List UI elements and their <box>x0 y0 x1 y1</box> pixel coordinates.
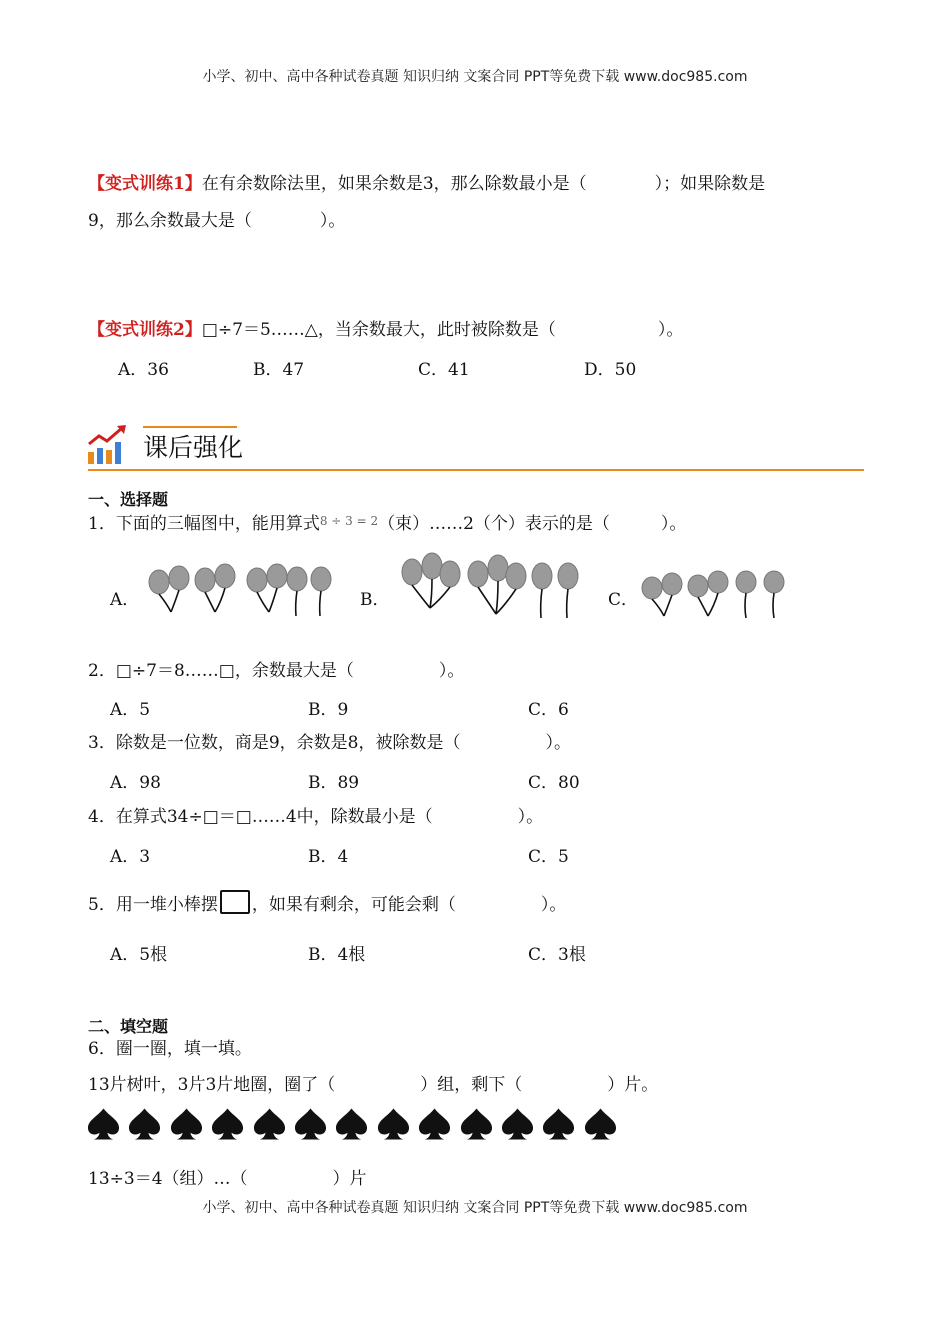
q4-option-a: A．3 <box>110 847 151 867</box>
q1-text <box>88 510 686 535</box>
balloons-picture-c <box>640 566 790 622</box>
spade-leaf-icon <box>169 1106 204 1142</box>
spade-leaf-icon <box>210 1106 245 1142</box>
spade-leaf-icon <box>500 1106 535 1142</box>
variant2-option-b: B．47 <box>253 360 305 380</box>
q1-post: （束）……2（个）表示的是（ ）。 <box>378 514 687 534</box>
q1-label-a: A． <box>110 590 140 610</box>
q2-option-a: A．5 <box>110 700 151 720</box>
variant1-line1 <box>88 173 765 195</box>
spade-leaf-icon <box>376 1106 411 1142</box>
spade-leaf-icon <box>252 1106 287 1142</box>
spade-leaf-icon <box>459 1106 494 1142</box>
variant1-line2: 9，那么余数最大是（ ）。 <box>88 211 346 231</box>
part1-heading: 一、选择题 <box>88 490 169 509</box>
q3-text: 3．除数是一位数，商是9，余数是8，被除数是（ ）。 <box>88 733 571 753</box>
q2-option-b: B．9 <box>308 700 349 720</box>
q2-option-c: C．6 <box>528 700 569 720</box>
balloons-picture-b <box>398 552 588 622</box>
spade-leaf-icon <box>293 1106 328 1142</box>
q1-label-c: C． <box>608 590 639 610</box>
balloons-picture-a <box>145 560 340 620</box>
q4-option-b: B．4 <box>308 847 349 867</box>
q1-pre: 1．下面的三幅图中，能用算式 <box>88 514 320 534</box>
q2-text: 2．□÷7＝8……□，余数最大是（ ）。 <box>88 661 465 681</box>
variant1-tag: 【变式训练1】 <box>88 174 202 194</box>
variant1-text: 在有余数除法里，如果余数是3，那么除数最小是（ ）；如果除数是 <box>201 174 766 194</box>
section-title: 课后强化 <box>143 433 244 462</box>
q3-option-a: A．98 <box>110 773 161 793</box>
q5-option-c: C．3根 <box>528 945 586 965</box>
q6-text: 13片树叶，3片3片地圈，圈了（ ）组，剩下（ ）片。 <box>88 1075 659 1095</box>
spade-leaf-icon <box>86 1106 121 1142</box>
q4-option-c: C．5 <box>528 847 569 867</box>
spade-leaf-icon <box>127 1106 162 1142</box>
q1-equation: 8 ÷ 3 = 2 <box>319 514 379 528</box>
spade-leaf-icon <box>334 1106 369 1142</box>
variant2-text: □÷7＝5……△，当余数最大，此时被除数是（ ）。 <box>201 320 684 340</box>
variant2-option-d: D．50 <box>584 360 637 380</box>
variant2-question <box>88 319 683 341</box>
variant2-option-c: C．41 <box>418 360 470 380</box>
q5-pre: 5．用一堆小棒摆 <box>88 895 218 915</box>
q3-option-c: C．80 <box>528 773 580 793</box>
leaves-row <box>86 1106 646 1144</box>
part2-heading: 二、填空题 <box>88 1017 169 1036</box>
q4-text: 4．在算式34÷□＝□……4中，除数最小是（ ）。 <box>88 807 544 827</box>
section-rule <box>88 469 864 471</box>
growth-chart-icon <box>86 424 130 466</box>
q5-text <box>88 890 566 916</box>
variant2-tag: 【变式训练2】 <box>88 320 202 340</box>
spade-leaf-icon <box>583 1106 618 1142</box>
q5-option-b: B．4根 <box>308 945 366 965</box>
q3-option-b: B．89 <box>308 773 360 793</box>
q6-title: 6．圈一圈，填一填。 <box>88 1039 252 1059</box>
page-footer: 小学、初中、高中各种试卷真题 知识归纳 文案合同 PPT等免费下载 www.doc985.com <box>202 1200 748 1216</box>
page-header: 小学、初中、高中各种试卷真题 知识归纳 文案合同 PPT等免费下载 www.doc985.com <box>202 69 748 85</box>
q5-option-a: A．5根 <box>110 945 168 965</box>
variant2-option-a: A．36 <box>118 360 169 380</box>
q5-post: ，如果有剩余，可能会剩（ ）。 <box>251 895 567 915</box>
q1-label-b: B． <box>360 590 390 610</box>
spade-leaf-icon <box>541 1106 576 1142</box>
stick-square-shape <box>220 890 250 914</box>
spade-leaf-icon <box>417 1106 452 1142</box>
q6-equation: 13÷3＝4（组）…（ ）片 <box>88 1169 367 1189</box>
